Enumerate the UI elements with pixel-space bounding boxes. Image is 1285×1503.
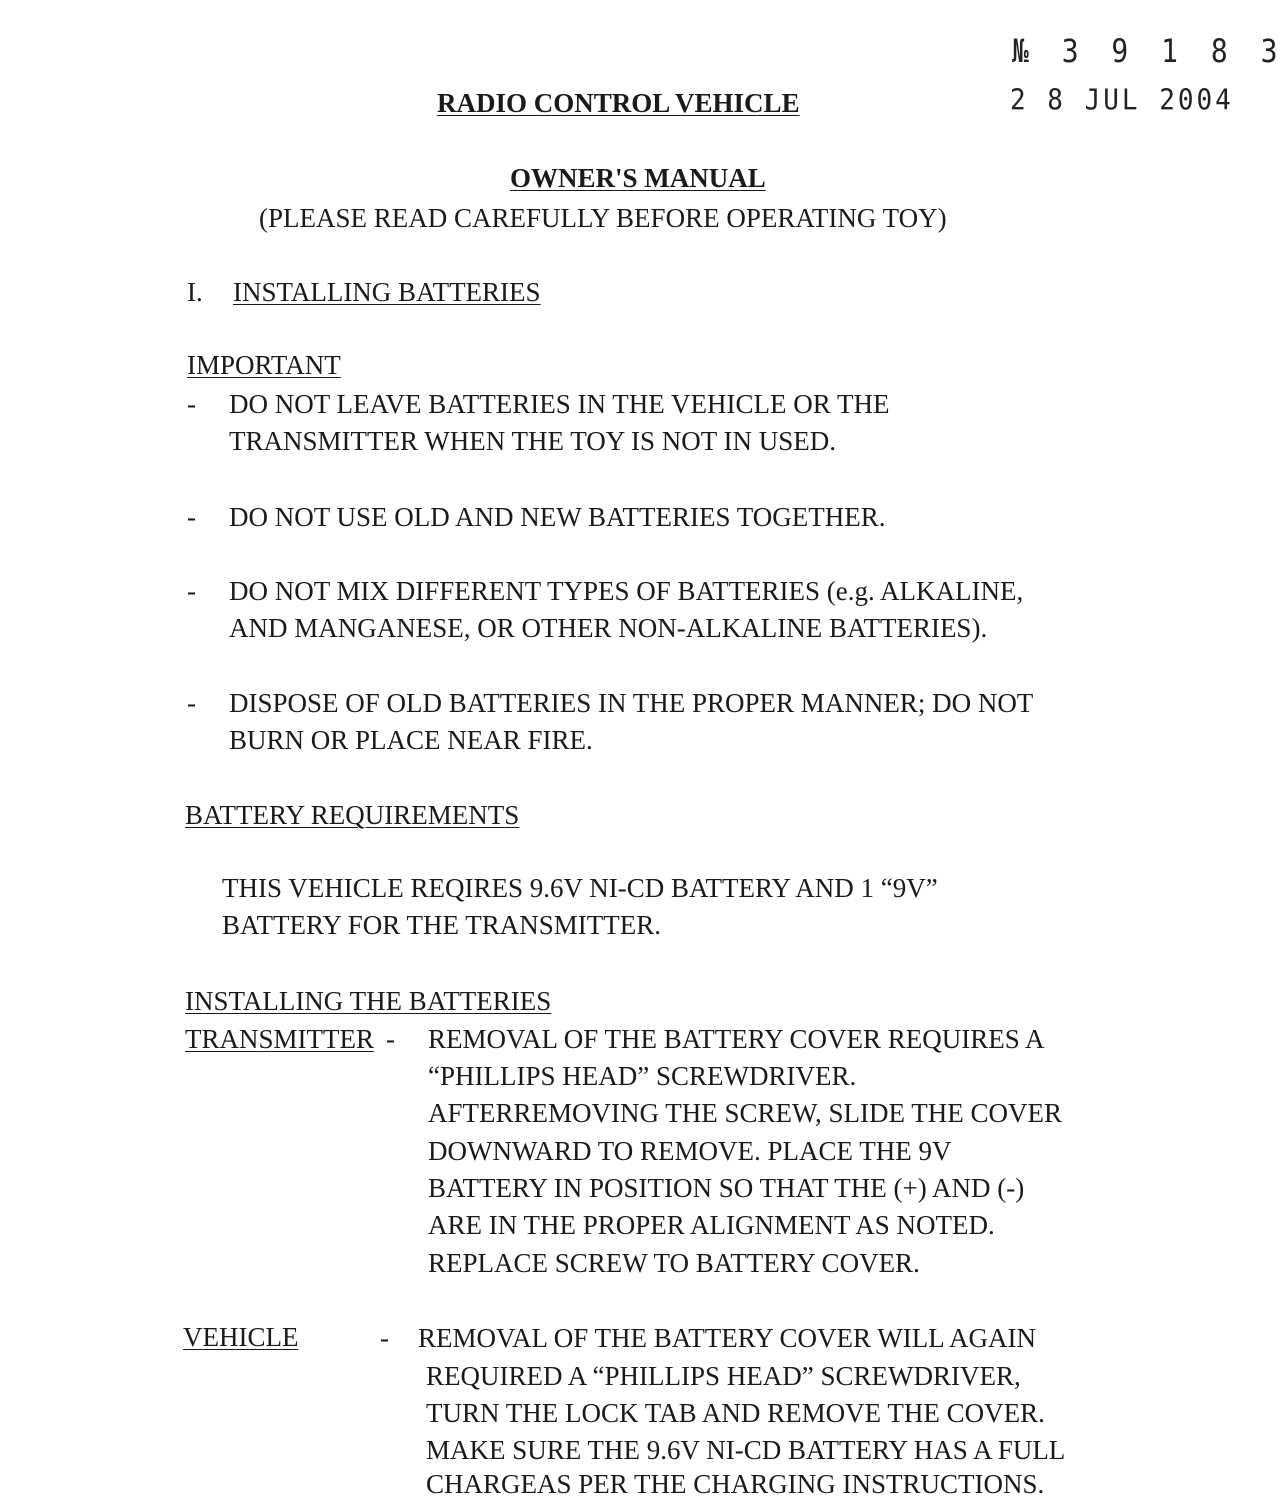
vehicle-line: TURN THE LOCK TAB AND REMOVE THE COVER. bbox=[426, 1398, 1045, 1428]
transmitter-line: AFTERREMOVING THE SCREW, SLIDE THE COVER bbox=[428, 1098, 1063, 1128]
bullet-dash: - bbox=[187, 389, 196, 419]
bullet-line: DO NOT LEAVE BATTERIES IN THE VEHICLE OR THE bbox=[229, 389, 890, 419]
vehicle-line: REQUIRED A “PHILLIPS HEAD” SCREWDRIVER, bbox=[426, 1361, 1021, 1391]
bullet-dash: - bbox=[187, 688, 196, 718]
transmitter-line: ARE IN THE PROPER ALIGNMENT AS NOTED. bbox=[428, 1210, 995, 1240]
bullet-dash: - bbox=[187, 502, 196, 532]
vehicle-line: REMOVAL OF THE BATTERY COVER WILL AGAIN bbox=[418, 1323, 1037, 1353]
requirements-line: THIS VEHICLE REQIRES 9.6V NI-CD BATTERY AND 1 “9V” bbox=[222, 873, 938, 903]
bullet-line: DO NOT USE OLD AND NEW BATTERIES TOGETHER. bbox=[229, 502, 886, 532]
bullet-dash: - bbox=[187, 576, 196, 606]
bullet-line: DO NOT MIX DIFFERENT TYPES OF BATTERIES (e.g. ALKALINE, bbox=[229, 576, 1024, 606]
installing-heading: INSTALLING THE BATTERIES bbox=[185, 986, 552, 1016]
vehicle-line: CHARGEAS PER THE CHARGING INSTRUCTIONS. bbox=[426, 1469, 1045, 1499]
bullet-line: BURN OR PLACE NEAR FIRE. bbox=[229, 725, 593, 755]
document-subtitle: OWNER'S MANUAL bbox=[510, 163, 766, 193]
transmitter-line: “PHILLIPS HEAD” SCREWDRIVER. bbox=[428, 1061, 857, 1091]
transmitter-dash: - bbox=[386, 1024, 395, 1054]
document-title: RADIO CONTROL VEHICLE bbox=[437, 88, 800, 118]
requirements-line: BATTERY FOR THE TRANSMITTER. bbox=[222, 910, 662, 940]
section-numeral: I. bbox=[187, 277, 203, 307]
document-number-stamp: № 3 9 1 8 3 bbox=[1012, 32, 1285, 70]
transmitter-line: DOWNWARD TO REMOVE. PLACE THE 9V bbox=[428, 1136, 952, 1166]
vehicle-dash: - bbox=[380, 1323, 389, 1353]
transmitter-line: BATTERY IN POSITION SO THAT THE (+) AND (-) bbox=[428, 1173, 1025, 1203]
important-heading: IMPORTANT bbox=[187, 350, 341, 380]
transmitter-line: REPLACE SCREW TO BATTERY COVER. bbox=[428, 1248, 920, 1278]
bullet-line: TRANSMITTER WHEN THE TOY IS NOT IN USED. bbox=[229, 426, 836, 456]
date-stamp: 2 8 JUL 2004 bbox=[1010, 84, 1234, 117]
section-heading: INSTALLING BATTERIES bbox=[233, 277, 541, 307]
vehicle-line: MAKE SURE THE 9.6V NI-CD BATTERY HAS A FULL bbox=[426, 1435, 1066, 1465]
reading-note: (PLEASE READ CAREFULLY BEFORE OPERATING TOY) bbox=[259, 203, 947, 233]
transmitter-label: TRANSMITTER bbox=[185, 1024, 374, 1054]
bullet-line: DISPOSE OF OLD BATTERIES IN THE PROPER MANNER; DO NOT bbox=[229, 688, 1034, 718]
bullet-line: AND MANGANESE, OR OTHER NON-ALKALINE BATTERIES). bbox=[229, 613, 988, 643]
requirements-heading: BATTERY REQUIREMENTS bbox=[185, 800, 520, 830]
vehicle-label: VEHICLE bbox=[183, 1322, 299, 1352]
transmitter-line: REMOVAL OF THE BATTERY COVER REQUIRES A bbox=[428, 1024, 1045, 1054]
